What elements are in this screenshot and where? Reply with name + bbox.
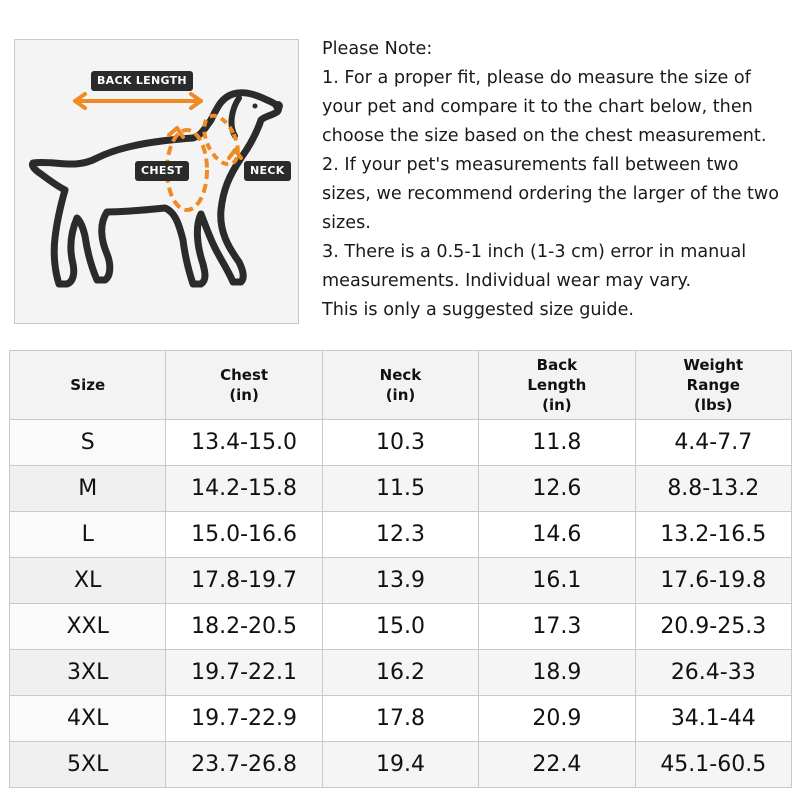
chest-cell: 14.2-15.8 <box>166 466 322 512</box>
weight-cell: 45.1-60.5 <box>635 742 791 788</box>
neck-cell: 11.5 <box>322 466 478 512</box>
table-row <box>10 742 792 788</box>
header-weight-range: Weight Range (lbs) <box>635 351 791 420</box>
header-size: Size <box>10 351 166 420</box>
back-length-cell: 16.1 <box>479 558 635 604</box>
chest-cell: 18.2-20.5 <box>166 604 322 650</box>
neck-label: NECK <box>244 161 291 181</box>
size-cell: 4XL <box>10 696 166 742</box>
back-length-cell: 17.3 <box>479 604 635 650</box>
weight-cell: 34.1-44 <box>635 696 791 742</box>
table-row <box>10 650 792 696</box>
chest-label: CHEST <box>135 161 189 181</box>
header-chest: Chest (in) <box>166 351 322 420</box>
back-length-cell: 14.6 <box>479 512 635 558</box>
back-length-cell: 22.4 <box>479 742 635 788</box>
size-cell: XXL <box>10 604 166 650</box>
back-length-cell: 12.6 <box>479 466 635 512</box>
neck-cell: 15.0 <box>322 604 478 650</box>
chest-cell: 13.4-15.0 <box>166 420 322 466</box>
size-notes <box>322 35 792 325</box>
size-cell: L <box>10 512 166 558</box>
table-row <box>10 696 792 742</box>
neck-cell: 13.9 <box>322 558 478 604</box>
table-row <box>10 512 792 558</box>
back-length-cell: 18.9 <box>479 650 635 696</box>
notes-item-3: 3. There is a 0.5-1 inch (1-3 cm) error in manual measurements. Individual wear may vary. <box>322 242 747 291</box>
neck-cell: 10.3 <box>322 420 478 466</box>
neck-cell: 19.4 <box>322 742 478 788</box>
table-row <box>10 558 792 604</box>
table-row <box>10 466 792 512</box>
chest-cell: 17.8-19.7 <box>166 558 322 604</box>
dog-measurement-illustration <box>14 39 299 324</box>
weight-cell: 20.9-25.3 <box>635 604 791 650</box>
neck-cell: 17.8 <box>322 696 478 742</box>
table-row <box>10 420 792 466</box>
size-cell: 5XL <box>10 742 166 788</box>
chest-cell: 19.7-22.1 <box>166 650 322 696</box>
header-back-length: Back Length (in) <box>479 351 635 420</box>
weight-cell: 26.4-33 <box>635 650 791 696</box>
chest-cell: 19.7-22.9 <box>166 696 322 742</box>
back-length-cell: 11.8 <box>479 420 635 466</box>
back-length-cell: 20.9 <box>479 696 635 742</box>
size-cell: M <box>10 466 166 512</box>
weight-cell: 13.2-16.5 <box>635 512 791 558</box>
notes-item-2: 2. If your pet's measurements fall between two sizes, we recommend ordering the larger of the two sizes. <box>322 155 780 233</box>
neck-cell: 12.3 <box>322 512 478 558</box>
notes-footer: This is only a suggested size guide. <box>322 300 634 320</box>
chest-cell: 23.7-26.8 <box>166 742 322 788</box>
weight-cell: 17.6-19.8 <box>635 558 791 604</box>
size-chart-table <box>9 350 792 788</box>
chest-cell: 15.0-16.6 <box>166 512 322 558</box>
back-length-label: BACK LENGTH <box>91 71 193 91</box>
size-cell: S <box>10 420 166 466</box>
table-row <box>10 604 792 650</box>
notes-item-1: 1. For a proper fit, please do measure the size of your pet and compare it to the chart below, then choose the size based on the chest measurement. <box>322 68 767 146</box>
weight-cell: 8.8-13.2 <box>635 466 791 512</box>
notes-title: Please Note: <box>322 39 433 59</box>
neck-cell: 16.2 <box>322 650 478 696</box>
table-header-row <box>10 351 792 420</box>
header-neck: Neck (in) <box>322 351 478 420</box>
size-cell: XL <box>10 558 166 604</box>
size-cell: 3XL <box>10 650 166 696</box>
weight-cell: 4.4-7.7 <box>635 420 791 466</box>
